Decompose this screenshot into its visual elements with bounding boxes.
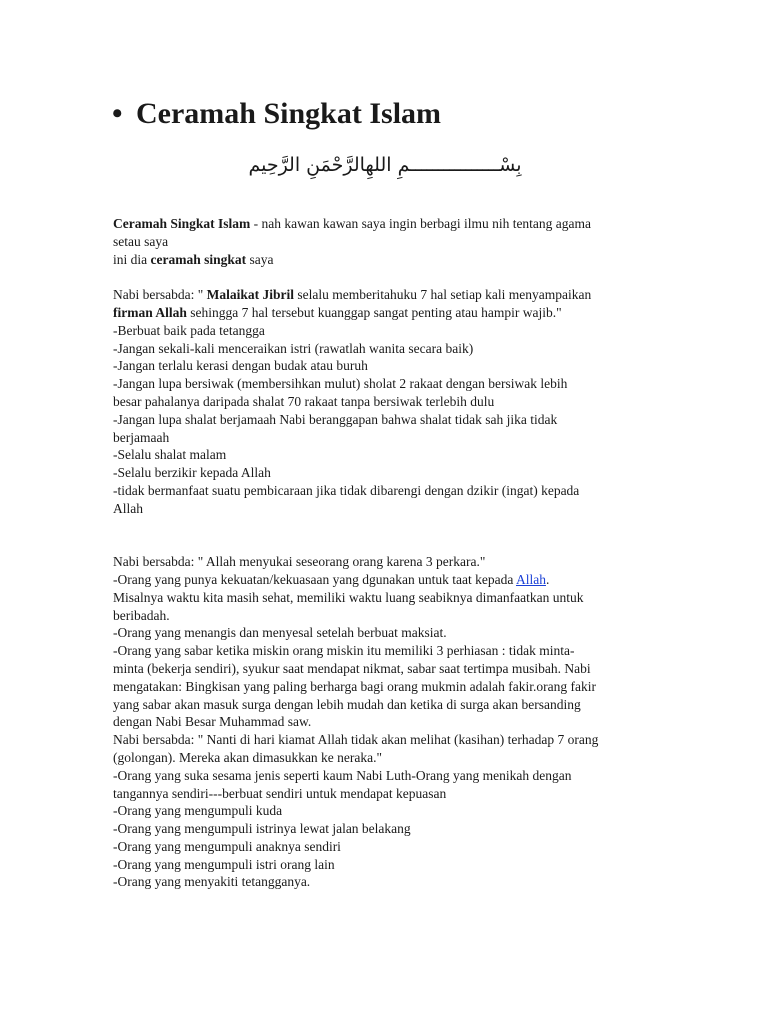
s1-list — [113, 322, 658, 518]
s1-line: berjamaah — [113, 429, 170, 445]
article-body — [113, 215, 658, 891]
s1-line: Allah — [113, 500, 143, 516]
intro-bold-title: Ceramah Singkat Islam — [113, 216, 251, 231]
s1-line-1 — [113, 286, 658, 304]
s2-line: -Orang yang sabar ketika miskin orang miskin itu memiliki 3 perhiasan : tidak minta- — [113, 643, 575, 659]
allah-link[interactable]: Allah — [515, 571, 546, 587]
s1-line: -Selalu shalat malam — [113, 447, 227, 463]
s2-line-1: Nabi bersabda: " Allah menyukai seseorang orang karena 3 perkara." — [113, 554, 486, 570]
s1-line: -Jangan lupa bersiwak (membersihkan mulut) sholat 2 rakaat dengan bersiwak lebih — [113, 376, 568, 392]
intro-line-1 — [113, 215, 658, 233]
s2-line: -Orang yang menangis dan menyesal setelah berbuat maksiat. — [113, 625, 447, 641]
intro-text-a: ini dia — [113, 251, 151, 267]
s2-line: -Orang yang mengumpuli istri orang lain — [113, 856, 335, 872]
title-text: Ceramah Singkat Islam — [136, 97, 442, 130]
s2-line: -Orang yang mengumpuli kuda — [113, 803, 283, 819]
bullet-icon: • — [112, 97, 123, 130]
s2-text-a: -Orang yang punya kekuatan/kekuasaan yang dgunakan untuk taat kepada — [113, 571, 516, 587]
s2-text-b: . — [545, 571, 550, 587]
basmala-text: بِسْــــــــــــــــمِ اللهِالرَّحْمَنِ الرَّحِيم — [248, 154, 522, 176]
s1-prefix: Nabi bersabda: " — [113, 287, 207, 303]
intro-bold-phrase: ceramah singkat — [150, 251, 247, 267]
intro-line-2: setau saya — [113, 233, 169, 249]
s2-line: mengatakan: Bingkisan yang paling berharga bagi orang mukmin adalah fakir.orang fakir — [113, 678, 596, 694]
s2-line: tangannya sendiri---berbuat sendiri untuk mendapat kepuasan — [113, 785, 447, 801]
s1-line-2 — [113, 304, 658, 322]
s1-line: -Jangan terlalu kerasi dengan budak atau buruh — [113, 358, 368, 374]
intro-text: - nah kawan kawan saya ingin berbagi ilmu nih tentang agama — [250, 216, 592, 231]
s1-line: -Jangan lupa shalat berjamaah Nabi beranggapan bahwa shalat tidak sah jika tidak — [113, 411, 558, 427]
s2-line: (golongan). Mereka akan dimasukkan ke neraka." — [113, 749, 383, 765]
s2-line-2 — [113, 571, 658, 589]
intro-text-b: saya — [246, 251, 274, 267]
s1-line: -Selalu berzikir kepada Allah — [113, 465, 271, 481]
s1-line: -tidak bermanfaat suatu pembicaraan jika tidak dibarengi dengan dzikir (ingat) kepada — [113, 482, 580, 498]
s2-line: minta (bekerja sendiri), syukur saat mendapat nikmat, sabar saat tertimpa musibah. Nabi — [113, 660, 591, 676]
paragraph-gap — [113, 518, 658, 554]
s2-line: -Orang yang mengumpuli istrinya lewat jalan belakang — [113, 821, 411, 837]
s2-line: -Orang yang mengumpuli anaknya sendiri — [113, 838, 341, 854]
s2-line: dengan Nabi Besar Muhammad saw. — [113, 714, 312, 730]
s1-line: -Jangan sekali-kali menceraikan istri (rawatlah wanita secara baik) — [113, 340, 474, 356]
s2-line: yang sabar akan masuk surga dengan lebih mudah dan ketika di surga akan bersanding — [113, 696, 581, 712]
s1-bold-firman: firman Allah — [113, 304, 187, 320]
s2-list — [113, 589, 658, 892]
s1-text-1: selalu memberitahuku 7 hal setiap kali menyampaikan — [293, 287, 592, 303]
s1-line: -Berbuat baik pada tetangga — [113, 322, 265, 338]
s2-line: Nabi bersabda: " Nanti di hari kiamat Allah tidak akan melihat (kasihan) terhadap 7 orang — [113, 732, 599, 748]
paragraph-gap — [113, 268, 658, 286]
s2-line: -Orang yang menyakiti tetangganya. — [113, 874, 311, 890]
s2-line: -Orang yang suka sesama jenis seperti kaum Nabi Luth-Orang yang menikah dengan — [113, 767, 572, 783]
s1-text-2: sehingga 7 hal tersebut kuanggap sangat penting atau hampir wajib." — [186, 304, 562, 320]
s2-line: beribadah. — [113, 607, 170, 623]
intro-line-3 — [113, 251, 658, 269]
s2-line: Misalnya waktu kita masih sehat, memiliki waktu luang seabiknya dimanfaatkan untuk — [113, 589, 584, 605]
s1-bold-jibril: Malaikat Jibril — [206, 287, 294, 303]
s1-line: besar pahalanya daripada shalat 70 rakaat tanpa bersiwak terlebih dulu — [113, 393, 495, 409]
page-title — [112, 94, 441, 134]
